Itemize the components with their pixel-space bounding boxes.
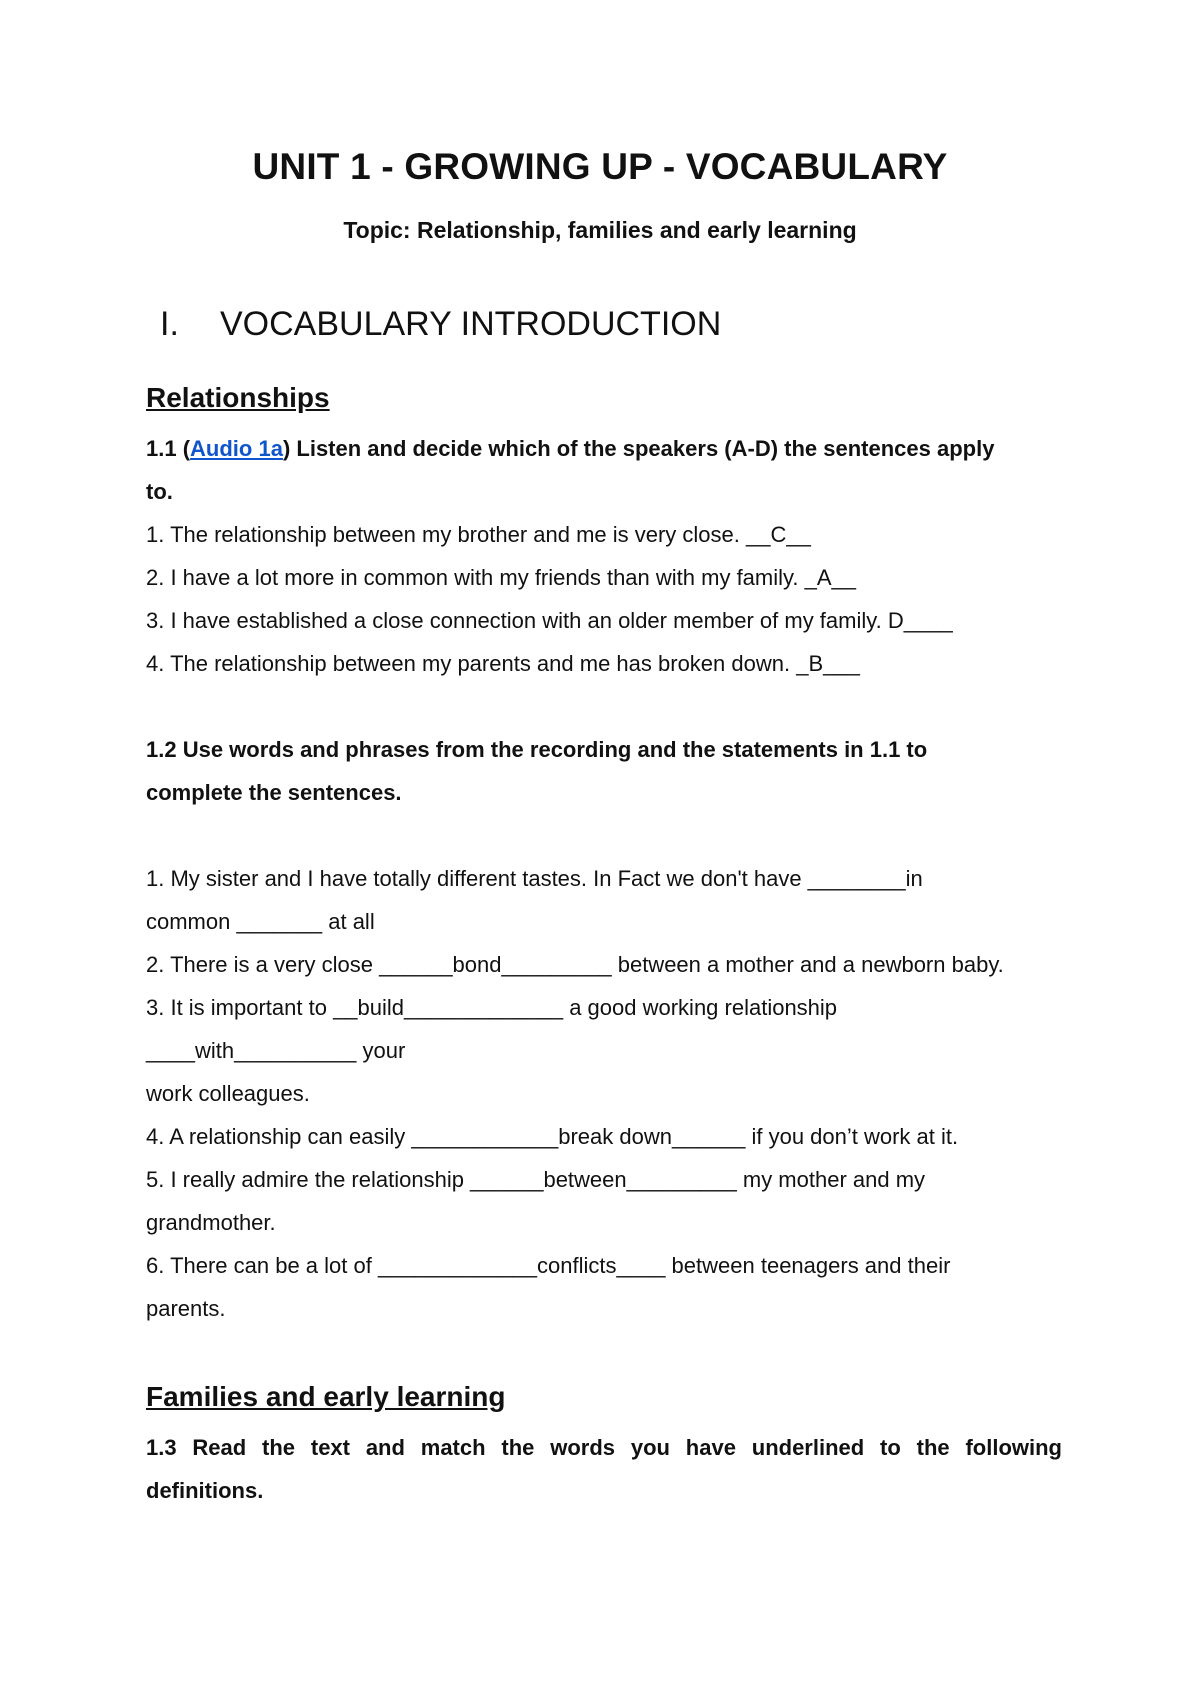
exercise-1-1-instruction (146, 436, 994, 462)
exercise-1-1-open-paren: ( (176, 436, 191, 461)
exercise-1-1-instruction-cont: to. (146, 479, 173, 504)
exercise-1-1-item: 3. I have established a close connection with an older member of my family. D____ (146, 608, 953, 633)
exercise-1-2-instruction: 1.2 Use words and phrases from the recording and the statements in 1.1 to (146, 737, 928, 762)
exercise-1-1-number: 1.1 (146, 436, 177, 461)
exercise-1-2-line: 2. There is a very close ______bond_________ between a mother and a newborn baby. (146, 952, 1004, 977)
exercise-1-2-instruction-cont: complete the sentences. (146, 780, 402, 805)
exercise-1-1-text: ) Listen and decide which of the speakers (A-D) the sentences apply (282, 436, 995, 461)
families-heading: Families and early learning (146, 1381, 506, 1412)
exercise-1-1-item: 4. The relationship between my parents and me has broken down. _B___ (146, 651, 860, 676)
section-number: I. (160, 305, 179, 343)
page-title: UNIT 1 - GROWING UP - VOCABULARY (252, 146, 948, 187)
exercise-1-2-line: work colleagues. (146, 1081, 310, 1106)
exercise-1-2-line: common _______ at all (146, 909, 375, 934)
exercise-1-2-line: 6. There can be a lot of _____________conflicts____ between teenagers and their (146, 1253, 951, 1278)
exercise-1-2-line: 1. My sister and I have totally different tastes. In Fact we don't have ________in (146, 866, 923, 891)
section-title: VOCABULARY INTRODUCTION (220, 305, 722, 343)
relationships-heading: Relationships (146, 382, 330, 413)
exercise-1-2-line: grandmother. (146, 1210, 276, 1235)
page-subtitle: Topic: Relationship, families and early learning (343, 217, 857, 243)
section-heading (160, 305, 721, 344)
exercise-1-3-instruction-cont: definitions. (146, 1478, 264, 1503)
exercise-1-2-line: ____with__________ your (146, 1038, 406, 1063)
exercise-1-2-line: 4. A relationship can easily ____________break down______ if you don’t work at it. (146, 1124, 959, 1149)
exercise-1-2-line: 5. I really admire the relationship ______between_________ my mother and my (146, 1167, 926, 1192)
exercise-1-1-item: 2. I have a lot more in common with my friends than with my family. _A__ (146, 565, 856, 590)
exercise-1-3-instruction: 1.3 Read the text and match the words you have underlined to the following (146, 1435, 1062, 1460)
exercise-1-1-item: 1. The relationship between my brother and me is very close. __C__ (146, 522, 811, 547)
audio-1a-link[interactable]: Audio 1a (190, 436, 283, 461)
exercise-1-2-line: 3. It is important to __build_____________ a good working relationship (146, 995, 838, 1020)
exercise-1-2-line: parents. (146, 1296, 226, 1321)
